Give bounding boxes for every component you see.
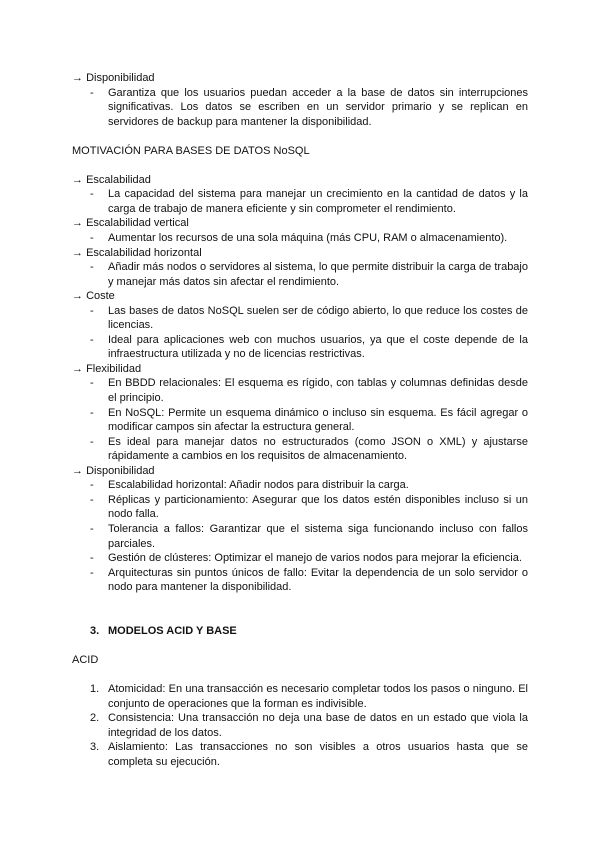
bullet-item xyxy=(72,333,528,362)
bullet-item xyxy=(72,493,528,522)
section-heading xyxy=(72,464,528,479)
document-page xyxy=(72,71,528,769)
bullet-text: Ideal para aplicaciones web con muchos usuarios, ya que el coste depende de la infraestructura utilizada y no de licencias restrictivas. xyxy=(108,333,528,361)
bullet-item xyxy=(72,304,528,333)
heading-text: Coste xyxy=(86,290,115,303)
dash-icon: - xyxy=(90,566,94,579)
heading-text: Escalabilidad xyxy=(86,173,151,186)
arrow-icon: → xyxy=(72,362,83,375)
bullet-item xyxy=(72,551,528,566)
arrow-icon: → xyxy=(72,246,83,259)
bullet-item xyxy=(72,522,528,551)
bullet-text: Arquitecturas sin puntos únicos de fallo: Evitar la dependencia de un solo servidor o nodo para mantener la disponibilidad. xyxy=(108,566,528,594)
item-number: 1. xyxy=(90,682,100,695)
motivation-sections xyxy=(72,173,528,595)
dash-icon: - xyxy=(90,333,94,346)
bullet-text: Escalabilidad horizontal: Añadir nodos para distribuir la carga. xyxy=(108,479,409,492)
motivation-title: MOTIVACIÓN PARA BASES DE DATOS NoSQL xyxy=(72,144,310,157)
bullet-text: Es ideal para manejar datos no estructurados (como JSON o XML) y ajustarse rápidamente a cambios en los requisitos de almacenamiento. xyxy=(108,435,528,463)
arrow-icon: → xyxy=(72,72,83,84)
acid-label: ACID xyxy=(72,653,99,666)
dash-icon: - xyxy=(90,188,94,201)
heading-text: Disponibilidad xyxy=(86,72,155,84)
item-text: Atomicidad: En una transacción es necesario completar todos los pasos o ninguno. El conjunto de operaciones que la forman es indivisible. xyxy=(108,682,528,710)
item-number: 2. xyxy=(90,712,100,725)
arrow-icon: → xyxy=(72,173,83,186)
heading-text: Flexibilidad xyxy=(86,362,142,375)
dash-icon: - xyxy=(90,552,94,565)
dash-icon: - xyxy=(90,493,94,506)
bullet-item xyxy=(72,435,528,464)
bullet-item xyxy=(72,478,528,493)
arrow-icon: → xyxy=(72,290,83,303)
item-number: 3. xyxy=(90,741,100,754)
bullet-item xyxy=(72,187,528,216)
bullet-item xyxy=(72,86,528,130)
section-heading xyxy=(72,71,528,86)
dash-icon: - xyxy=(90,406,94,419)
arrow-icon: → xyxy=(72,217,83,230)
heading-text: Escalabilidad vertical xyxy=(86,217,189,230)
bullet-text: Aumentar los recursos de una sola máquina (más CPU, RAM o almacenamiento). xyxy=(108,232,508,245)
bullet-item xyxy=(72,231,528,246)
acid-item xyxy=(72,711,528,740)
bullet-text: Réplicas y particionamiento: Asegurar que los datos estén disponibles incluso si un nodo falla. xyxy=(108,493,528,521)
acid-list xyxy=(72,682,528,769)
section-heading xyxy=(72,173,528,188)
heading-text: Escalabilidad horizontal xyxy=(86,246,202,259)
dash-icon: - xyxy=(90,479,94,492)
dash-icon: - xyxy=(90,377,94,390)
dash-icon: - xyxy=(90,522,94,535)
bullet-item xyxy=(72,376,528,405)
bullet-text: Las bases de datos NoSQL suelen ser de código abierto, lo que reduce los costes de licencias. xyxy=(108,304,528,332)
bullet-text: Gestión de clústeres: Optimizar el manejo de varios nodos para mejorar la eficiencia. xyxy=(108,552,522,565)
dash-icon: - xyxy=(90,86,94,99)
section-heading xyxy=(72,246,528,261)
section-heading xyxy=(72,216,528,231)
bullet-text: Añadir más nodos o servidores al sistema, lo que permite distribuir la carga de trabajo y manejar más datos sin afectar el rendimiento. xyxy=(108,261,528,288)
dash-icon: - xyxy=(90,435,94,448)
section-heading xyxy=(72,362,528,377)
acid-item xyxy=(72,682,528,711)
dash-icon: - xyxy=(90,261,94,274)
dash-icon: - xyxy=(90,304,94,317)
arrow-icon: → xyxy=(72,464,83,477)
bullet-item xyxy=(72,260,528,289)
bullet-text: Garantiza que los usuarios puedan acceder a la base de datos sin interrupciones significativas. Los datos se escriben en un servidor primario y se replican en servidores de backup para mantener la disponibilidad. xyxy=(108,86,528,128)
acid-item xyxy=(72,740,528,769)
section-title: MODELOS ACID Y BASE xyxy=(108,624,237,637)
bullet-item xyxy=(72,406,528,435)
bullet-text: Tolerancia a fallos: Garantizar que el sistema siga funcionando incluso con fallos parciales. xyxy=(108,522,528,550)
item-text: Consistencia: Una transacción no deja una base de datos en un estado que viola la integridad de los datos. xyxy=(108,712,528,739)
item-text: Aislamiento: Las transacciones no son visibles a otros usuarios hasta que se completa su ejecución. xyxy=(108,741,528,768)
section-heading xyxy=(72,289,528,304)
bullet-text: La capacidad del sistema para manejar un crecimiento en la cantidad de datos y la carga de trabajo de manera eficiente y sin comprometer el rendimiento. xyxy=(108,188,528,215)
bullet-text: En NoSQL: Permite un esquema dinámico o incluso sin esquema. Es fácil agregar o modificar campos sin afectar la estructura general. xyxy=(108,406,528,434)
section-number: 3. xyxy=(90,624,100,637)
bullet-text: En BBDD relacionales: El esquema es rígido, con tablas y columnas definidas desde el principio. xyxy=(108,377,528,405)
section-3-heading xyxy=(72,624,528,639)
bullet-item xyxy=(72,566,528,595)
heading-text: Disponibilidad xyxy=(86,464,155,477)
dash-icon: - xyxy=(90,232,94,245)
